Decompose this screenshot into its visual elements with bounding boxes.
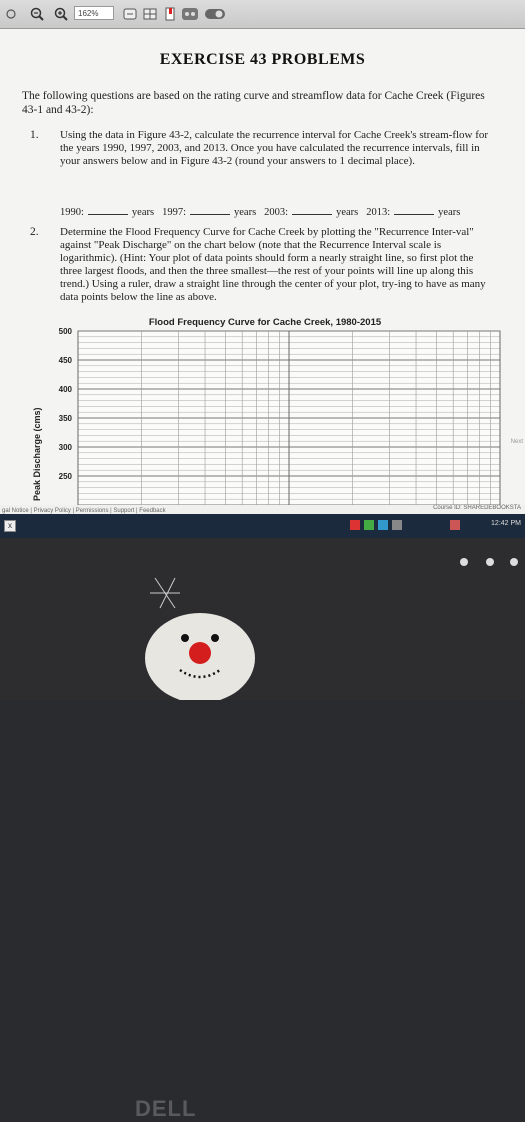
y-tick-labels	[59, 327, 73, 481]
page-title: EXERCISE 43 PROBLEMS	[159, 51, 366, 68]
app-icon[interactable]	[364, 520, 374, 530]
question-1-text: Using the data in Figure 43-2, calculate the recurrence interval for Cache Creek's stream-flow for the years 1990, 1997, 2003, and 2013. Once you have calculated the recurrence intervals, fill in your answers below and in Figure 43-2 (round your answers to 1 decimal place).	[60, 129, 489, 167]
blank-label-2013: 2013:	[366, 207, 391, 218]
question-1-number: 1.	[30, 129, 39, 141]
viewer-toolbar	[0, 0, 525, 29]
blank-label-1990: 1990:	[60, 207, 84, 218]
y-axis-label: Peak Discharge (cms)	[32, 407, 42, 501]
blank-unit: years	[336, 207, 359, 218]
intro-text: The following questions are based on the rating curve and streamflow data for Cache Creek (Figures 43-1 and 43-2):	[22, 90, 485, 116]
app-icon[interactable]	[378, 520, 388, 530]
chart-title: Flood Frequency Curve for Cache Creek, 1980-2015	[148, 317, 382, 328]
blank-label-1997: 1997:	[162, 207, 186, 218]
zoom-in-icon[interactable]	[54, 6, 68, 22]
blank-unit: years	[131, 207, 155, 218]
course-id: Course ID: SHAREDEBOOKSTA	[433, 505, 521, 511]
app-icon[interactable]	[350, 520, 360, 530]
tray-icon[interactable]	[450, 520, 460, 530]
close-icon[interactable]: x	[4, 520, 16, 532]
bookmark-icon[interactable]	[162, 6, 178, 22]
blank-unit: years	[234, 207, 257, 218]
blank-label-2003: 2003:	[264, 207, 289, 218]
grid-icon[interactable]	[142, 6, 158, 22]
y-tick-label: 500	[58, 327, 72, 336]
clock: 12:42 PM	[491, 520, 521, 527]
y-tick-label: 400	[58, 385, 72, 394]
question-2-text: Determine the Flood Frequency Curve for Cache Creek by plotting the "Recurrence Inter-val" against "Peak Discharge" on the chart below (note that the Recurrence Interval scale is logarithmic). (Hint: Your plot of data points should form a nearly straight line, so first plot the three largest floods, and then the three smallest—the rest of your points will line up along this trend.) Using a ruler, draw a straight line through the center of your plot, try-ing to have as many data points below the line as above.	[60, 226, 486, 303]
tools-icon[interactable]	[180, 6, 200, 22]
flood-frequency-chart	[0, 29, 525, 509]
footer-links[interactable]: gal Notice | Privacy Policy | Permissions | Support | Feedback	[2, 508, 166, 514]
chart-grid	[78, 331, 500, 505]
snowman-figurine	[0, 538, 525, 700]
monitor-bezel	[0, 538, 525, 1121]
fit-page-icon[interactable]	[122, 6, 138, 22]
next-link[interactable]: Next	[510, 439, 523, 445]
toggle-icon[interactable]	[204, 6, 226, 22]
y-tick-label: 350	[58, 414, 72, 423]
monitor-brand-logo: DELL	[135, 1096, 197, 1121]
zoom-level-input[interactable]: 162%	[74, 6, 114, 20]
zoom-out-icon[interactable]	[30, 6, 44, 22]
taskbar	[0, 514, 525, 538]
y-tick-label: 450	[58, 356, 72, 365]
home-icon[interactable]	[4, 6, 18, 22]
blank-unit: years	[438, 207, 461, 218]
y-tick-label: 250	[58, 472, 72, 481]
y-tick-label: 300	[58, 443, 72, 452]
document-page	[0, 29, 525, 509]
question-2-number: 2.	[30, 226, 39, 238]
app-icon[interactable]	[392, 520, 402, 530]
